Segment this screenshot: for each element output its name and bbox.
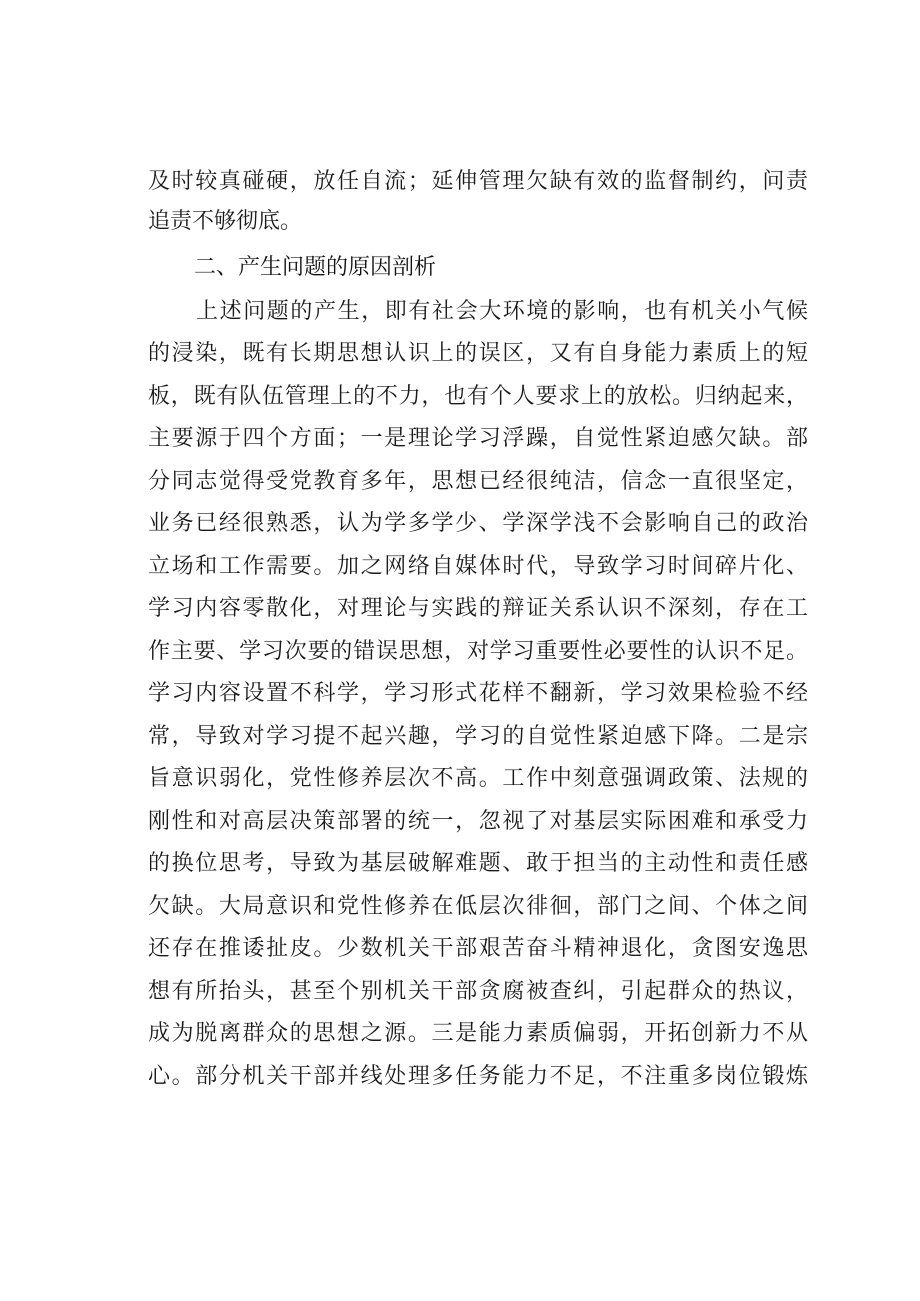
paragraph-line: 还存在推诿扯皮。少数机关干部艰苦奋斗精神退化，贪图安逸思 xyxy=(148,936,808,961)
paragraph-line: 上述问题的产生，即有社会大环境的影响，也有机关小气候 xyxy=(196,299,808,324)
paragraph-line: 学习内容零散化，对理论与实践的辩证关系认识不深刻，存在工 xyxy=(148,596,808,621)
paragraph-line: 作主要、学习次要的错误思想，对学习重要性必要性的认识不足。 xyxy=(148,639,808,664)
paragraph-line: 旨意识弱化，党性修养层次不高。工作中刻意强调政策、法规的 xyxy=(148,766,808,791)
paragraph-line: 立场和工作需要。加之网络自媒体时代，导致学习时间碎片化、 xyxy=(148,554,808,579)
paragraph-line: 分同志觉得受党教育多年，思想已经很纯洁，信念一直很坚定， xyxy=(148,469,808,494)
paragraph-line: 成为脱离群众的思想之源。三是能力素质偏弱，开拓创新力不从 xyxy=(148,1021,808,1046)
paragraph-line: 刚性和对高层决策部署的统一，忽视了对基层实际困难和承受力 xyxy=(148,809,808,834)
paragraph-line: 追责不够彻底。 xyxy=(148,209,303,234)
section-heading: 二、产生问题的原因剖析 xyxy=(194,255,437,280)
paragraph-line: 的换位思考，导致为基层破解难题、敢于担当的主动性和责任感 xyxy=(148,851,808,876)
paragraph-line: 想有所抬头，甚至个别机关干部贪腐被查纠，引起群众的热议， xyxy=(148,979,808,1004)
paragraph-line: 主要源于四个方面；一是理论学习浮躁，自觉性紧迫感欠缺。部 xyxy=(148,426,808,451)
paragraph-line: 学习内容设置不科学，学习形式花样不翻新，学习效果检验不经 xyxy=(148,681,808,706)
paragraph-line: 业务已经很熟悉，认为学多学少、学深学浅不会影响自己的政治 xyxy=(148,511,808,536)
paragraph-line: 欠缺。大局意识和党性修养在低层次徘徊，部门之间、个体之间 xyxy=(148,894,808,919)
paragraph-line: 心。部分机关干部并线处理多任务能力不足，不注重多岗位锻炼 xyxy=(148,1064,808,1089)
paragraph-line: 板，既有队伍管理上的不力，也有个人要求上的放松。归纳起来， xyxy=(148,384,808,409)
paragraph-line: 常，导致对学习提不起兴趣，学习的自觉性紧迫感下降。二是宗 xyxy=(148,724,808,749)
paragraph-line: 及时较真碰硬，放任自流；延伸管理欠缺有效的监督制约，问责 xyxy=(148,169,808,194)
paragraph-line: 的浸染，既有长期思想认识上的误区，又有自身能力素质上的短 xyxy=(148,341,808,366)
